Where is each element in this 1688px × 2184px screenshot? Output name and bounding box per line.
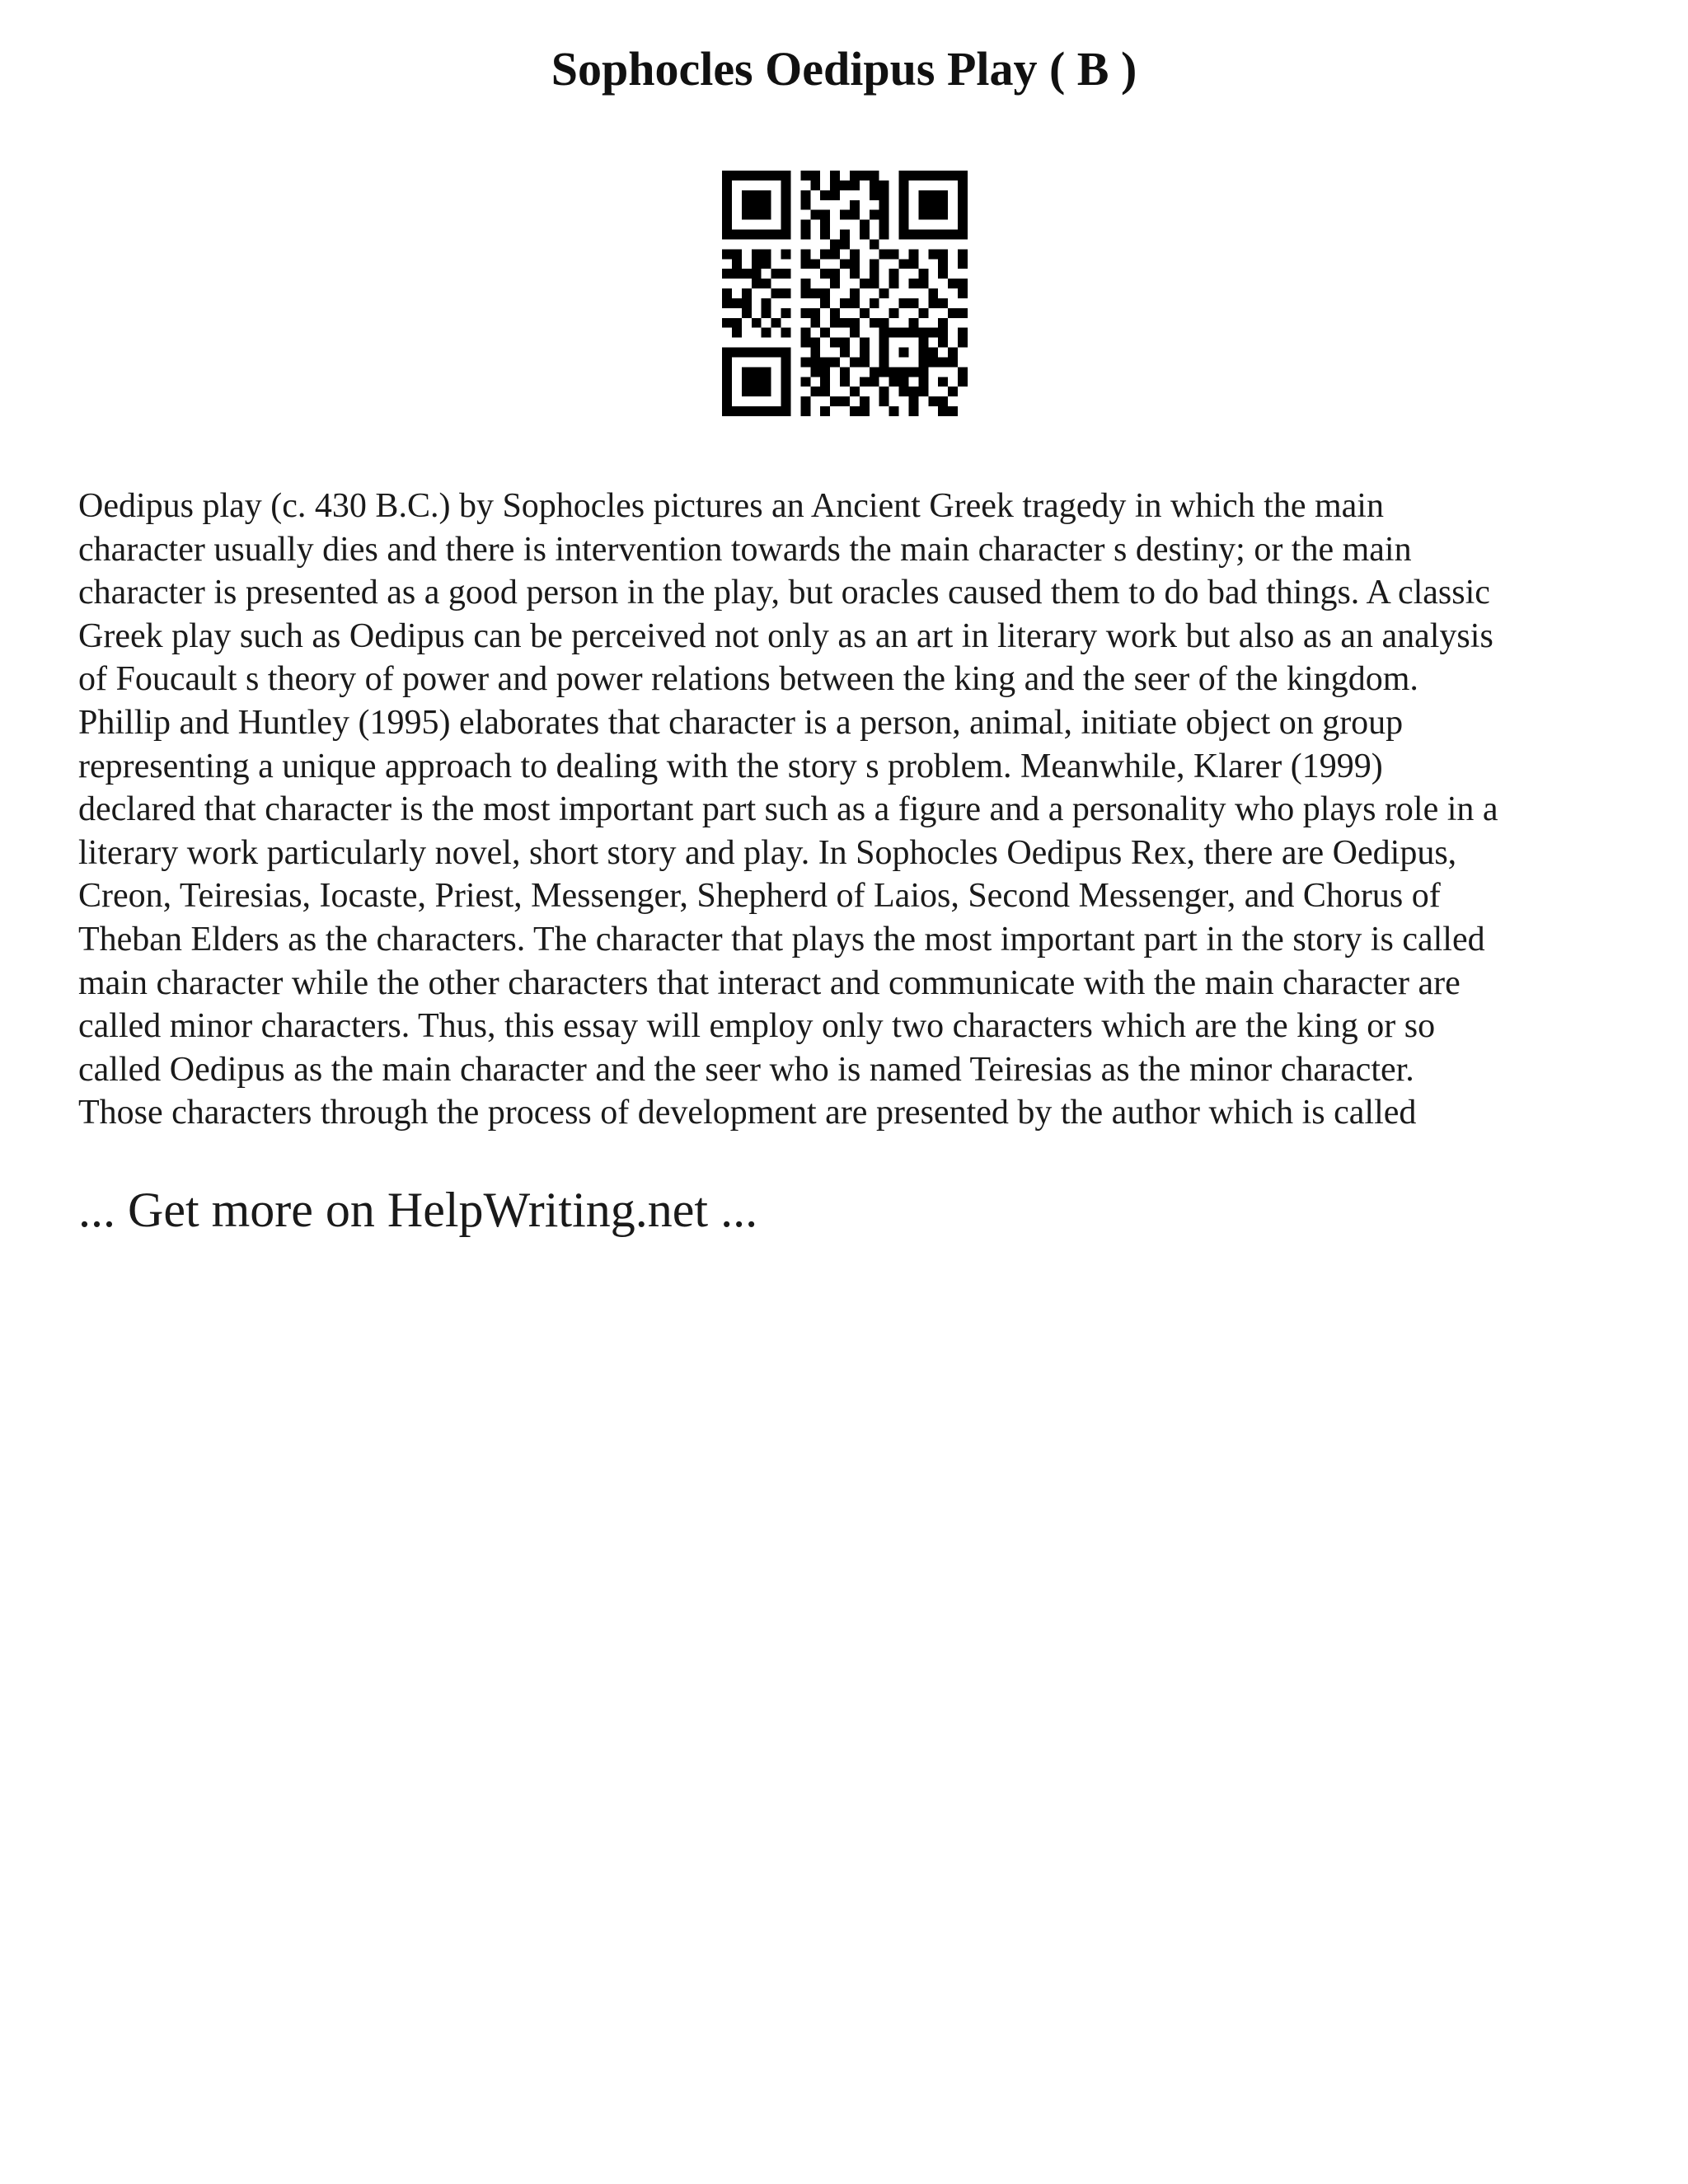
body-line: Creon, Teiresias, Iocaste, Priest, Messenger, Shepherd of Laios, Second Messenger, and Chorus of <box>78 877 1441 916</box>
body-paragraph <box>78 485 1628 1135</box>
document-title: Sophocles Oedipus Play ( B ) <box>551 42 1137 96</box>
body-line: called minor characters. Thus, this essay will employ only two characters which are the king or so <box>78 1007 1436 1046</box>
body-line: Oedipus play (c. 430 B.C.) by Sophocles pictures an Ancient Greek tragedy in which the main <box>78 487 1384 525</box>
body-line: declared that character is the most important part such as a figure and a personality who plays role in a <box>78 790 1498 829</box>
body-line: main character while the other characters that interact and communicate with the main character are <box>78 963 1461 1002</box>
get-more-link[interactable]: ... Get more on HelpWriting.net ... <box>78 1183 758 1237</box>
body-line: Theban Elders as the characters. The character that plays the most important part in the story is called <box>78 920 1485 958</box>
body-line: Those characters through the process of development are presented by the author which is called <box>78 1094 1417 1132</box>
body-line: of Foucault s theory of power and power relations between the king and the seer of the kingdom. <box>78 660 1418 699</box>
qr-code-icon <box>722 171 968 416</box>
body-line: Phillip and Huntley (1995) elaborates that character is a person, animal, initiate object on group <box>78 703 1404 742</box>
body-line: literary work particularly novel, short story and play. In Sophocles Oedipus Rex, there are Oedipus, <box>78 833 1457 872</box>
body-line: Greek play such as Oedipus can be perceived not only as an art in literary work but also as an analysis <box>78 616 1493 655</box>
body-line: character is presented as a good person in the play, but oracles caused them to do bad things. A classic <box>78 574 1490 612</box>
body-line: character usually dies and there is intervention towards the main character s destiny; or the main <box>78 530 1412 569</box>
body-line: called Oedipus as the main character and the seer who is named Teiresias as the minor character. <box>78 1050 1414 1089</box>
body-line: representing a unique approach to dealing with the story s problem. Meanwhile, Klarer (1999) <box>78 747 1383 785</box>
